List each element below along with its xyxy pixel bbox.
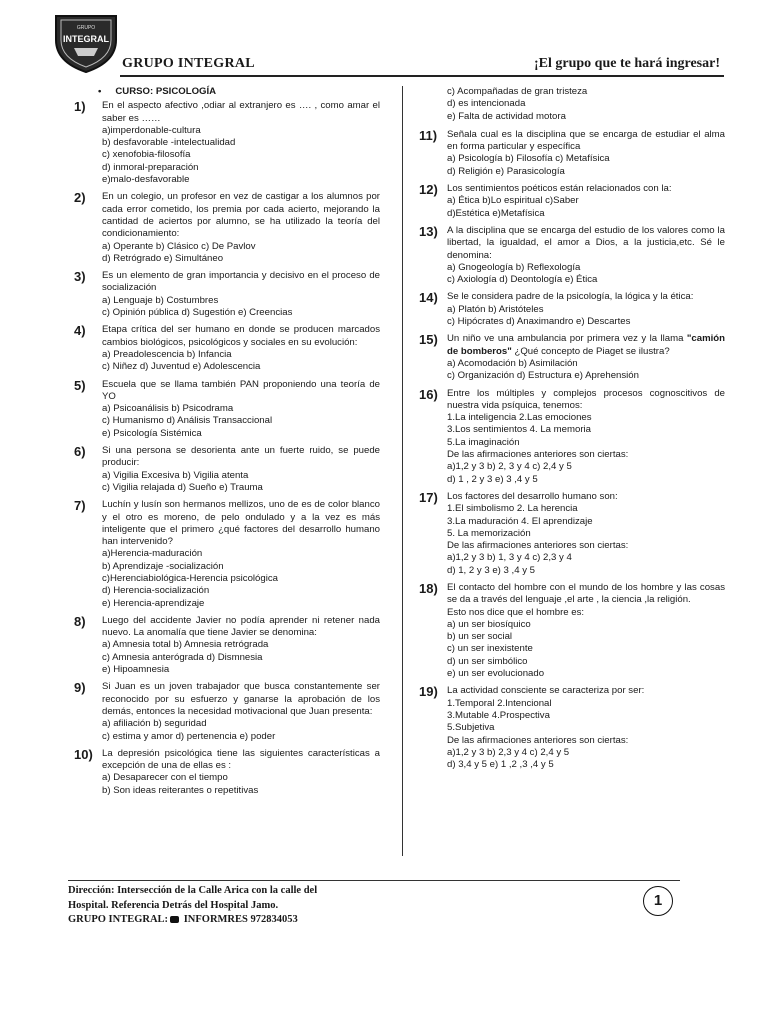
svg-text:INTEGRAL: INTEGRAL (63, 34, 109, 44)
question-12: 12) Los sentimientos poéticos están relacionados con la: a) Ética b)Lo espiritual c)Saber d)Estética e)Metafísica (419, 183, 725, 220)
question-8: 8) Luego del accidente Javier no podía aprender ni retener nada nuevo. La anomalía que tiene Javier se denomina: a) Amnesia total b) Amnesia retrógrada c) Amnesia anterógrada d) Dismnesia e) Hipoamnesia (74, 613, 380, 676)
question-text: Etapa crítica del ser humano en donde se producen marcados cambios biológicos, psicológicos y sociales en su evolución: (102, 324, 380, 348)
question-11: 11) Señala cual es la disciplina que se encarga de estudiar el alma en forma particular y específica a) Psicología b) Filosofía c) Metafísica d) Religión e) Parasicología (419, 127, 725, 177)
footer-rule (68, 880, 680, 881)
question-text: Si una persona se desorienta ante un fuerte ruido, se puede producir: (102, 445, 380, 469)
question-9: 9) Si Juan es un joven trabajador que busca constantemente ser reconocido por su esfuerzo y ganarse la aprobación de los demás, entonces la necesidad motivacional que Juan presenta: a) afiliación b) seguridad c) estima y amor d) pertenencia e) poder (74, 680, 380, 742)
question-text: Un niño ve una ambulancia por primera vez y la llama "camión de bomberos" ¿Qué concepto de Piaget se ilustra? (447, 333, 725, 357)
left-column (74, 86, 380, 802)
page-number: 1 (643, 886, 673, 916)
question-text: Si Juan es un joven trabajador que busca constantemente ser reconocido por su esfuerzo y ganarse la aprobación de los demás, entonces la necesidad motivacional que Juan presenta: (102, 681, 380, 717)
question-text: Entre los múltiples y complejos procesos cognoscitivos de nuestra vida psíquica, tenemos: (447, 387, 725, 411)
question-text: Se le considera padre de la psicología, la lógica y la ética: (447, 291, 694, 303)
phone-icon (170, 916, 179, 923)
course-title: • CURSO: PSICOLOGÍA (98, 86, 380, 98)
header-rule (120, 75, 724, 77)
question-16: 16) Entre los múltiples y complejos procesos cognoscitivos de nuestra vida psíquica, tenemos: 1.La inteligencia 2.Las emociones 3.Los sentimientos 4. La memoria 5.La imaginación De las afirmaciones anteriores son ciertas: a)1,2 y 3 b) 2, 3 y 4 c) 2,4 y 5 d) 1 , 2 y 3 e) 3 ,4 y 5 (419, 386, 725, 485)
question-text: La actividad consciente se caracteriza por ser: (447, 685, 645, 697)
column-divider (402, 86, 403, 856)
right-column (419, 86, 725, 776)
question-19: 19) La actividad consciente se caracteriza por ser: 1.Temporal 2.Intencional 3.Mutable 4.Prospectiva 5.Subjetiva De las afirmaciones anteriores son ciertas: a)1,2 y 3 b) 2,3 y 4 c) 2,4 y 5 d) 3,4 y 5 e) 1 ,2 ,3 ,4 y 5 (419, 685, 725, 771)
slogan: ¡El grupo que te hará ingresar! (533, 56, 720, 71)
question-text: A la disciplina que se encarga del estudio de los valores como la libertad, la igualdad, el amor a Dios, a la justicia,etc. Sé le denomina: (447, 224, 725, 261)
question-18: 18) El contacto del hombre con el mundo de los hombre y las cosas se da a través del lenguaje ,el arte , la ciencia ,la religión. Esto nos dice que el hombre es: a) un ser biosíquico b) un ser social c) un ser inexistente d) un ser simbólico e) un ser evolucionado (419, 580, 725, 680)
question-1: 1) En el aspecto afectivo ,odiar al extranjero es …. , como amar el saber es …… a)imperdonable-cultura b) desfavorable -intelectualidad c) xenofobia-filosofía d) inmoral-preparación e)malo-desfavorable (74, 99, 380, 186)
question-text: Es un elemento de gran importancia y decisivo en el proceso de socialización (102, 270, 380, 294)
question-text: El contacto del hombre con el mundo de los hombre y las cosas se da a través del lenguaje ,el arte , la ciencia ,la religión. (447, 581, 725, 606)
question-2: 2) En un colegio, un profesor en vez de castigar a los alumnos por cada error cometido, los premia por cada acierto, mejorando la cantidad de aciertos por alumno, se ha utilizado la teoría del condicionamiento: a) Operante b) Clásico c) De Pavlov d) Retrógrado e) Simultáneo (74, 190, 380, 264)
question-text: Los factores del desarrollo humano son: (447, 490, 618, 502)
question-15: 15) Un niño ve una ambulancia por primera vez y la llama "camión de bomberos" ¿Qué concepto de Piaget se ilustra? a) Acomodación b) Asimilación c) Organización d) Estructura e) Aprehensión (419, 332, 725, 382)
question-text: Luchín y lusín son hermanos mellizos, uno de es de color blanco y el otro es moreno, de pelo ondulado y a la vez es más inteligente que el primero ¿qué factores del desarrollo humano han intervenido? (102, 499, 380, 548)
question-text: Escuela que se llama también PAN proponiendo una teoría de YO (102, 378, 380, 402)
question-text: En un colegio, un profesor en vez de castigar a los alumnos por cada error cometido, los premia por cada acierto, mejorando la cantidad de aciertos por alumno, se ha utilizado la teoría del condicionamiento: (102, 191, 380, 240)
question-text: La depresión psicológica tiene las siguientes características a excepción de una de ellas es : (102, 747, 380, 772)
question-3: 3) Es un elemento de gran importancia y decisivo en el proceso de socialización a) Lenguaje b) Costumbres c) Opinión pública d) Sugestión e) Creencias (74, 269, 380, 319)
footer-address: Dirección: Intersección de la Calle Arica con la calle del Hospital. Referencia Detrás del Hospital Jamo. GRUPO INTEGRAL: INFORMRES 972834053 (68, 885, 318, 925)
grupo-integral-logo (50, 12, 122, 74)
bold-quote: "camión de bomberos" (447, 333, 725, 357)
question-13: 13) A la disciplina que se encarga del estudio de los valores como la libertad, la igualdad, el amor a Dios, a la justicia,etc. Sé le denomina: a) Gnogeología b) Reflexología c) Axiología d) Deontología e) Ética (419, 223, 725, 286)
question-text: Luego del accidente Javier no podía aprender ni retener nada nuevo. La anomalía que tiene Javier se denomina: (102, 614, 380, 639)
question-text: Los sentimientos poéticos están relacionados con la: (447, 183, 672, 195)
question-14: 14) Se le considera padre de la psicología, la lógica y la ética: a) Platón b) Aristóteles c) Hipócrates d) Anaximandro e) Descartes (419, 291, 725, 328)
svg-text:GRUPO: GRUPO (76, 25, 96, 31)
question-text: Señala cual es la disciplina que se encarga de estudiar el alma en forma particular y específica (447, 128, 725, 153)
question-4: 4) Etapa crítica del ser humano en donde se producen marcados cambios biológicos, psicológicos y sociales en su evolución: a) Preadolescencia b) Infancia c) Niñez d) Juventud e) Adolescencia (74, 323, 380, 373)
question-10-continued: c) Acompañadas de gran tristeza d) es intencionada e) Falta de actividad motora (447, 86, 588, 122)
question-10: 10) La depresión psicológica tiene las siguientes características a excepción de una de ellas es : a) Desaparecer con el tiempo b) Son ideas reiterantes o repetitivas (74, 746, 380, 796)
question-7: 7) Luchín y lusín son hermanos mellizos, uno de es de color blanco y el otro es moreno, de pelo ondulado y a la vez es más inteligente que el primero ¿qué factores del desarrollo humano han intervenido? a)Herencia-maduración b) Aprendizaje -socialización c)Herenciabiológica-Herencia psicológica d) Herencia-socialización e) Herencia-aprendizaje (74, 498, 380, 609)
question-17: 17) Los factores del desarrollo humano son: 1.El simbolismo 2. La herencia 3.La maduración 4. El aprendizaje 5. La memorización De las afirmaciones anteriores son ciertas: a)1,2 y 3 b) 1, 3 y 4 c) 2,3 y 4 d) 1, 2 y 3 e) 3 ,4 y 5 (419, 491, 725, 577)
question-text: En el aspecto afectivo ,odiar al extranjero es …. , como amar el saber es …… (102, 100, 380, 124)
brand-name: GRUPO INTEGRAL (122, 56, 255, 71)
question-5: 5) Escuela que se llama también PAN proponiendo una teoría de YO a) Psicoanálisis b) Psicodrama c) Humanismo d) Análisis Transaccional e) Psicología Sistémica (74, 377, 380, 439)
question-6: 6) Si una persona se desorienta ante un fuerte ruido, se puede producir: a) Vigilia Excesiva b) Vigilia atenta c) Vigilia relajada d) Sueño e) Trauma (74, 444, 380, 493)
